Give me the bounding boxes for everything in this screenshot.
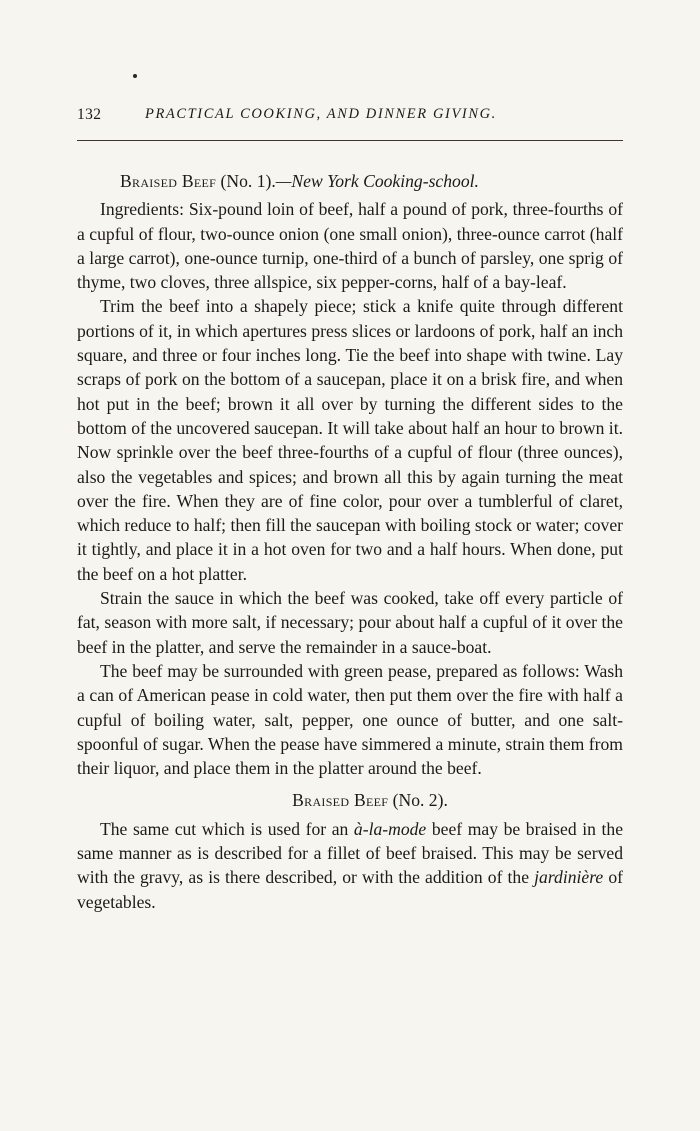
recipe-2-term-jardiniere: jardinière — [534, 867, 604, 888]
recipe-1-number: (No. 1). — [216, 171, 276, 191]
recipe-1-attribution: —New York Cooking-school. — [275, 171, 479, 191]
recipe-2-term-a-la-mode: à-la-mode — [353, 818, 427, 839]
recipe-1-method: Trim the beef into a shapely piece; stick a knife quite through different portions of it, in which apertures press slices or lardoons of pork, half an inch square, and three or four inches long. Tie the beef into shape with twine. Lay scraps of pork on the bottom of a saucepan, place it on a brisk fire, and when hot put in the beef; brown it all over by turning the different sides to the bottom of the uncovered saucepan. It will take about half an hour to brown it. Now sprinkle over the beef three-fourths of a cupful of flour (three ounces), also the vegetables and spices; and brown all this by again turning the meat over the fire. When they are of fine color, pour over a tumblerful of claret, which reduce to half; then fill the saucepan with boiling stock or water; cover it tightly, and place it in a hot oven for two and a half hours. When done, put the beef on a hot platter. — [77, 296, 623, 584]
recipe-1-sauce: Strain the sauce in which the beef was cooked, take off every particle of fat, season with more salt, if necessary; pour about half a cupful of it over the beef in the platter, and serve the remainder in a sauce-boat. — [77, 588, 623, 657]
recipe-1-heading — [77, 169, 623, 193]
recipe-2-body — [77, 817, 623, 914]
running-header — [77, 106, 623, 128]
recipe-2-text-c: of vegetables. — [77, 867, 623, 912]
page-body — [77, 169, 623, 914]
recipe-2-text-a: The same cut which is used for an — [100, 818, 354, 839]
recipe-2-number: (No. 2). — [388, 790, 448, 811]
running-title: PRACTICAL COOKING, AND DINNER GIVING. — [145, 106, 497, 122]
header-rule — [77, 140, 623, 141]
recipe-1-pease: The beef may be surrounded with green pease, prepared as follows: Wash a can of American pease in cold water, then put them over the fire with half a cupful of boiling water, salt, pepper, one ounce of butter, and one salt-spoonful of sugar. When the pease have simmered a minute, strain them from their liquor, and place them in the platter around the beef. — [77, 660, 623, 779]
ink-speck — [133, 74, 137, 78]
recipe-1-name: Braised Beef — [120, 171, 217, 191]
recipe-2-text-b: beef may be braised in the same manner as is described for a fillet of beef braised. This may be served with the gravy, as is there described, or with the addition of the — [77, 818, 623, 888]
recipe-2-heading — [77, 788, 623, 812]
recipe-2-name: Braised Beef — [292, 790, 389, 811]
page-number: 132 — [77, 106, 102, 123]
recipe-1-ingredients: Ingredients: Six-pound loin of beef, half a pound of pork, three-fourths of a cupful of flour, two-ounce onion (one small onion), three-ounce carrot (half a large carrot), one-ounce turnip, one-third of a bunch of parsley, one sprig of thyme, two cloves, three allspice, six pepper-corns, half of a bay-leaf. — [77, 199, 623, 293]
